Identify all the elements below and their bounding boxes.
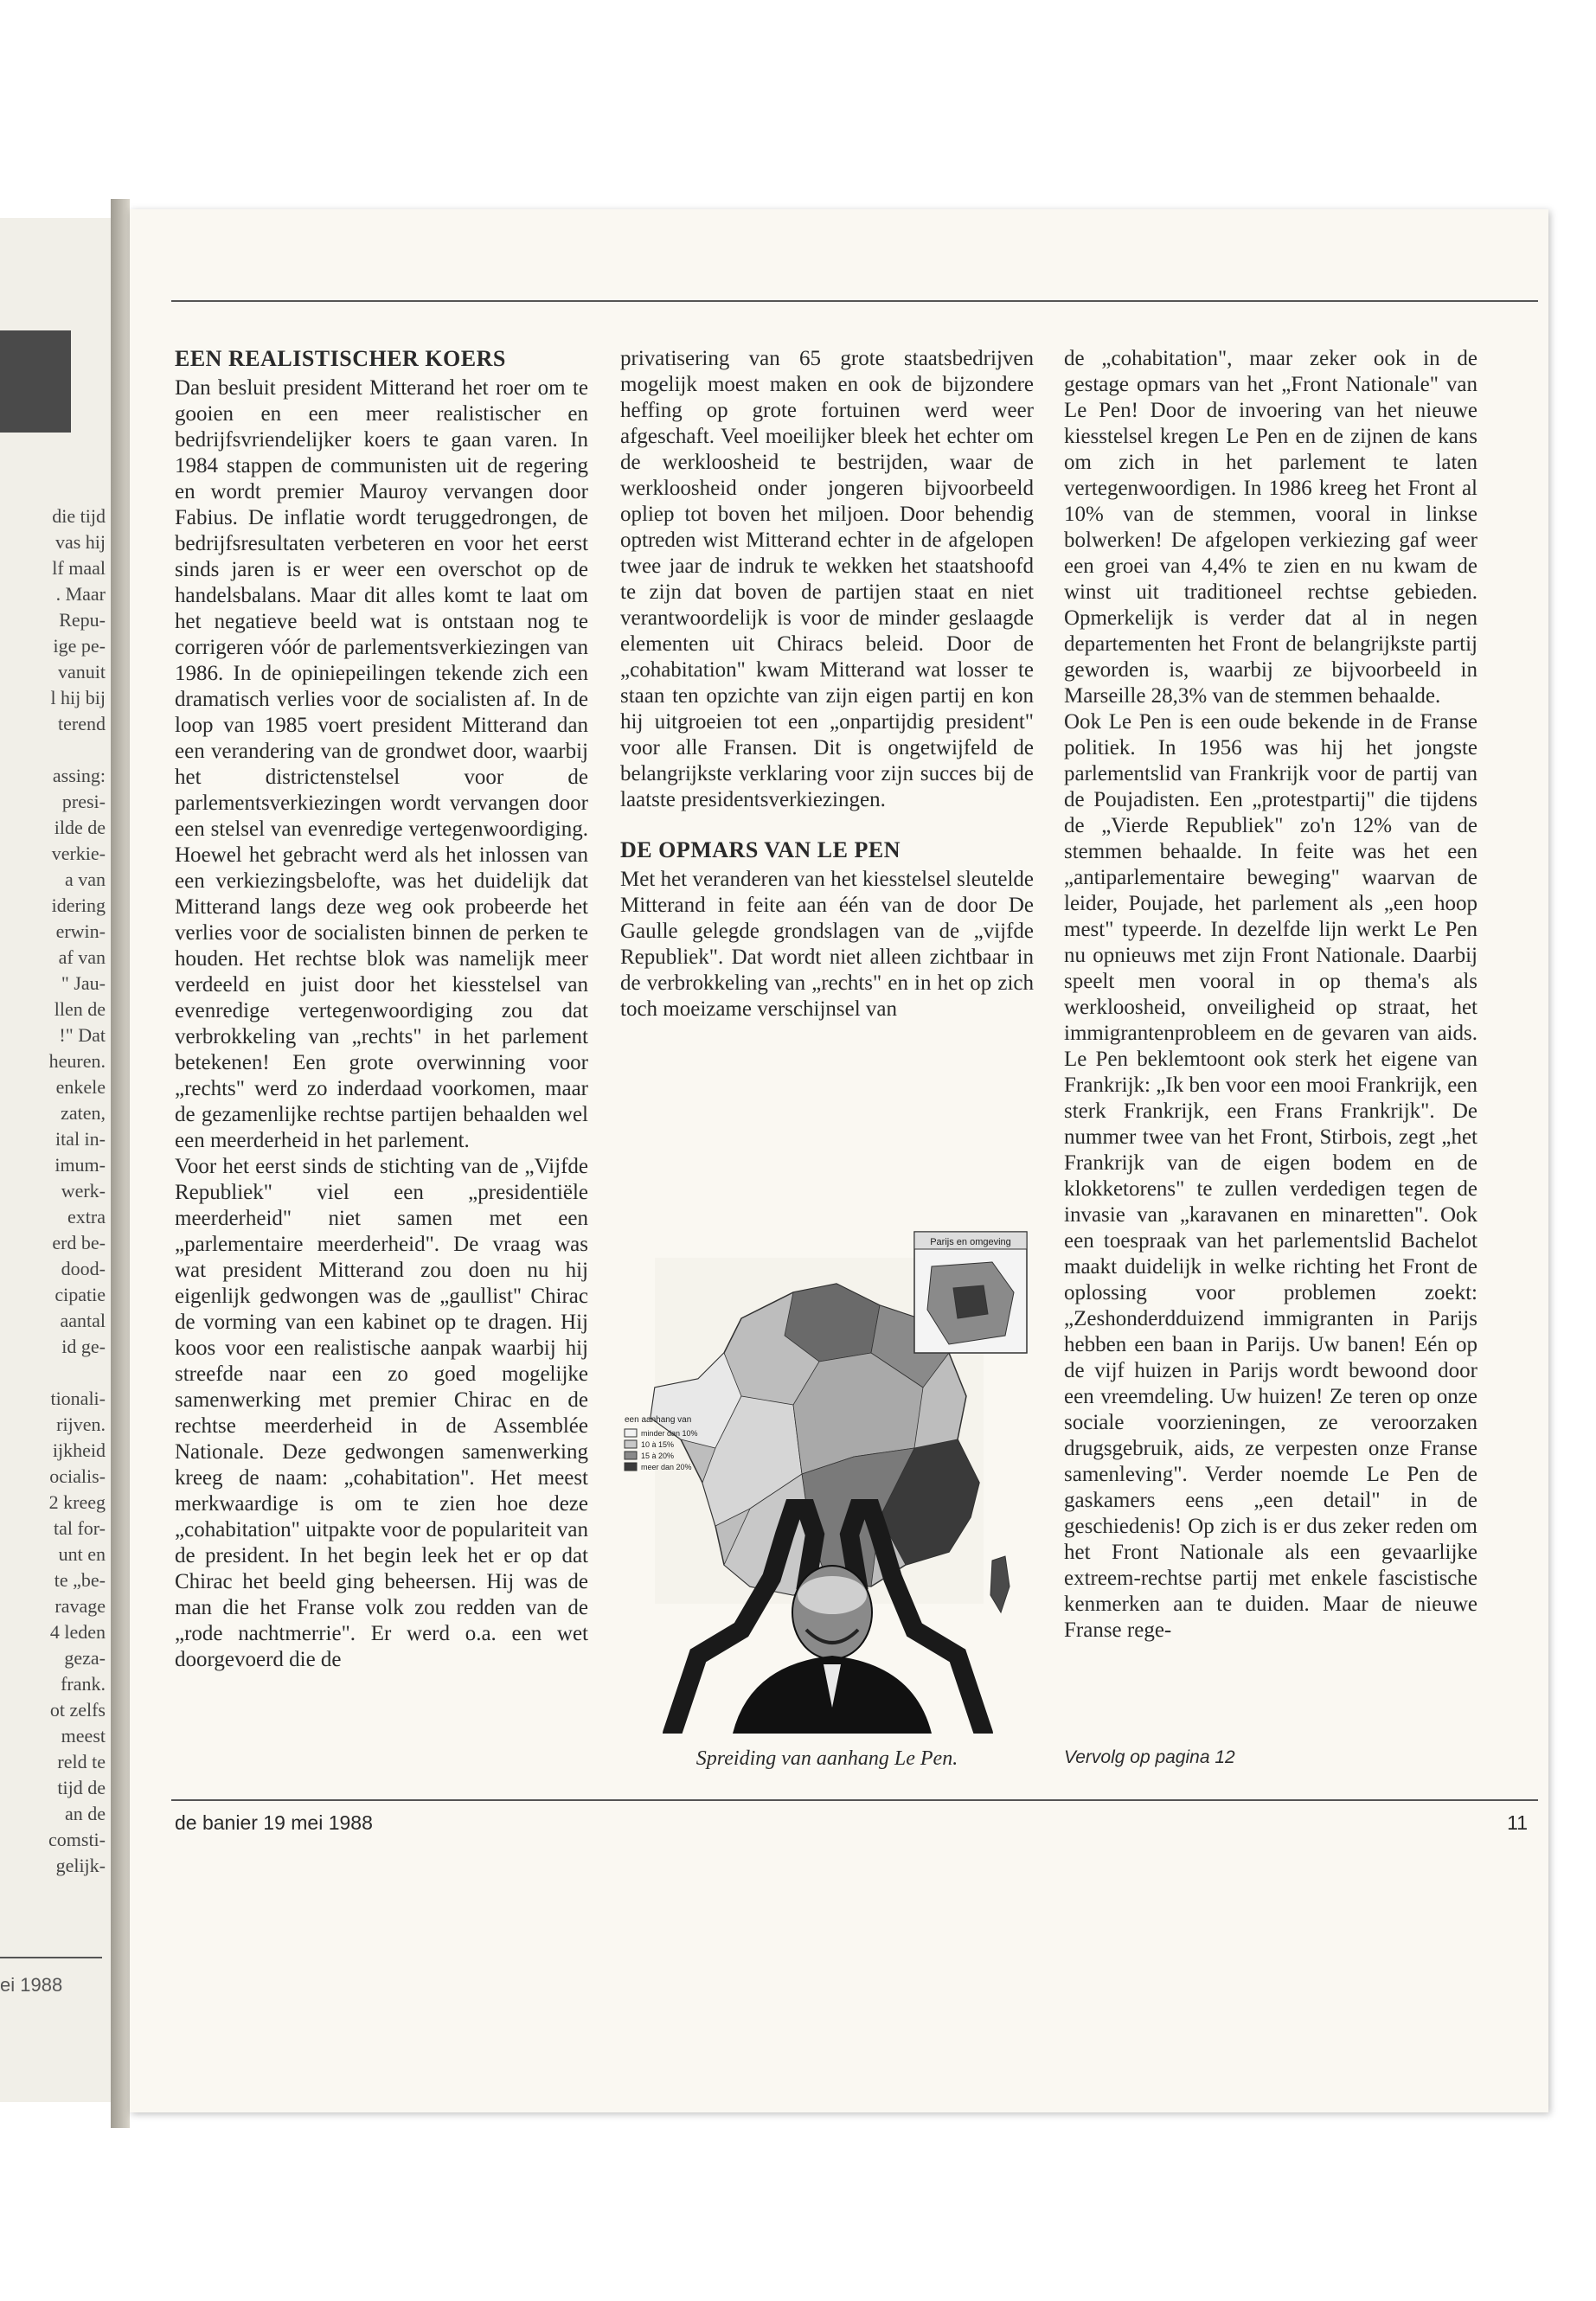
previous-page-fragment: aantal [60, 1310, 106, 1331]
previous-page-fragment: ocialis- [49, 1465, 106, 1487]
paragraph: Ook Le Pen is een oude bekende in de Franse politiek. In 1956 was hij het jongste parlementslid van Frankrijk voor de partij van de Poujadisten. Een „protestpartij" die tijdens de „Vierde Republiek" zo'n 12% van de stemmen behaalde. In feite was het een „antiparlementaire beweging" waarvan de leider, Poujade, het parlement als „een hoop mest" typeerde. In dezelfde lijn werkt Le Pen nu opnieuws met zijn Front Nationale. Daarbij speelt men vooral in op thema's als werkloosheid, onveiligheid op straat, het immigrantenprobleem en de gevaren van aids. Le Pen beklemtoont ook sterk het eigene van Frankrijk: „Ik ben voor een mooi Frankrijk, een sterk Frankrijk, een Frans Frankrijk". De nummer twee van het Front, Stirbois, zegt „het Frankrijk van de eigen bodem en de klokketorens" te zullen verdedigen tegen de invasie van „karavanen en minaretten". Ook een toespraak van het parlementslid Bachelot maakt duidelijk in welke richting het Front de oplossing voor problemen zoekt: „Zeshonderdduizend immigranten in Parijs hebben een baan in Parijs. Uw banen! Eén op de vijf huizen in Parijs wordt bewoond door een vreemdeling. Uw huizen! Ze teren op onze sociale voorzieningen, ze veroorzaken drugsgebruik, aids, ze verpesten onze Franse samenleving". Verder noemde Le Pen de gaskamers eens „een detail" in de geschiedenis! Op zich is er dus zeker reden om het Front Nationale als een gevaarlijke extreem-rechtse partij met enkele fascistische kenmerken aan te duiden. Maar de nieuwe Franse rege- [1064, 710, 1477, 1642]
le-pen-map-figure [620, 1223, 1034, 1734]
paragraph: privatisering van 65 grote staatsbedrijven mogelijk moest maken en ook de bijzondere heffing op grote fortuinen werd weer afgeschaft. Veel moeilijker bleek het echter om de werkloosheid te bestrijden, waar de werkloosheid onder jongeren bijvoorbeeld opliep tot boven het miljoen. Door behendig optreden wist Mitterand echter in de afgelopen twee jaar de indruk te wekken het staatshoofd te zijn dat boven de partijen staat en niet verantwoordelijk is voor de minder geslaagde elementen uit Chiracs beleid. Door de „cohabitation" kwam Mitterand wat losser te staan ten opzichte van zijn eigen partij en kon hij uitgroeien tot een „onpartijdig president" voor alle Fransen. Dit is ongetwijfeld de belangrijkste verklaring voor zijn succes bij de laatste presidentsverkiezingen. [620, 347, 1034, 811]
top-rule [171, 300, 1538, 302]
previous-page-fragment: ot zelfs [49, 1699, 106, 1721]
svg-text:10 à 15%: 10 à 15% [641, 1440, 675, 1449]
publication-footer: de banier 19 mei 1988 [175, 1811, 373, 1834]
previous-page-fragment: a van [64, 868, 106, 890]
previous-page-fragment: vas hij [54, 531, 106, 553]
previous-page-fragment: geza- [64, 1647, 106, 1669]
previous-page-fragment: gelijk- [55, 1855, 106, 1876]
previous-page-fragment: presi- [61, 791, 106, 812]
map-photo-illustration [620, 1223, 1034, 1734]
column-1 [175, 346, 588, 1673]
previous-page-fragment: ijkheid [52, 1439, 106, 1461]
paragraph: de „cohabitation", maar zeker ook in de gestage opmars van het „Front Nationale" van Le Pen! Door de invoering van het nieuwe kiesstelsel kregen Le Pen en de zijnen de kans om zich in het parlement te laten vertegenwoordigen. In 1986 kreeg het Front al 10% van de stemmen, vooral in linkse bolwerken! De afgelopen verkiezing gaf weer een groei van 4,4% te zien en nu kwam de winst uit traditioneel rechtse gebieden. Opmerkelijk is verder dat al in negen departementen het Front de belangrijkste partij geworden is, waarbij ze bijvoorbeeld in Marseille 28,3% van de stemmen behaalde. [1064, 347, 1477, 708]
previous-page-fragment: 4 leden [49, 1621, 106, 1643]
previous-page-fragment: cipatie [54, 1284, 106, 1305]
previous-page-fragment: unt en [58, 1543, 106, 1565]
previous-page-fragment: tal for- [53, 1517, 106, 1539]
previous-page-fragment: 2 kreeg [48, 1491, 106, 1513]
previous-page-fragment: te „be- [54, 1569, 106, 1591]
previous-page-footer: ei 1988 [0, 1974, 63, 1996]
column-3 [1064, 346, 1477, 1644]
previous-page-fragment: assing: [52, 765, 106, 786]
paragraph: Dan besluit president Mitterand het roer om te gooien en een meer realistischer en bedrijfsvriendelijker koers te gaan varen. In 1984 stappen de communisten uit de regering en wordt premier Mauroy vervangen door Fabius. De inflatie wordt teruggedrongen, de bedrijfsresultaten verbeteren en voor het eerst sinds jaren is er weer een overschot op de handelsbalans. Maar dit alles komt te laat om het negatieve beeld wat is ontstaan nog te corrigeren vóór de parlementsverkiezingen van 1986. In de opiniepeilingen tekende zich een dramatisch verlies voor de socialisten af. In de loop van 1985 voert president Mitterand dan een verandering van de grondwet door, waarbij het districtenstelsel voor de parlementsverkiezingen wordt vervangen door een stelsel van evenredige vertegenwoordiging. Hoewel het gebracht werd als het inlossen van een verkiezingsbelofte, was het duidelijk dat Mitterand langs deze weg ook probeerde het verlies voor de socialisten binnen de perken te houden. Het rechtse blok was namelijk meer verdeeld en juist door het kiesstelsel van evenredige vertegenwoordiging zou dat verbrokkeling van „rechts" in het parlement betekenen! Een grote overwinning voor „rechts" werd zo inderdaad voorkomen, maar de gezamenlijke rechtse partijen behaalden wel een meerderheid in het parlement. [175, 376, 588, 1152]
svg-text:Parijs en omgeving: Parijs en omgeving [930, 1237, 1011, 1247]
previous-page-footer-rule [0, 1957, 102, 1958]
previous-page-fragment: id ge- [61, 1336, 106, 1357]
previous-page-fragment: idering [51, 894, 106, 916]
previous-page-fragment: tijd de [57, 1777, 106, 1798]
previous-page-fragment: !" Dat [59, 1024, 106, 1046]
heading-realistischer-koers: EEN REALISTISCHER KOERS [175, 346, 506, 371]
previous-page-fragment: " Jau- [61, 972, 106, 994]
previous-page-fragment: imum- [54, 1154, 106, 1176]
svg-text:minder dan 10%: minder dan 10% [641, 1429, 698, 1438]
previous-page-fragment: erwin- [55, 920, 106, 942]
previous-page-fragment: . Maar [55, 583, 106, 605]
magazine-page [130, 209, 1548, 2112]
previous-page-fragment: an de [64, 1803, 106, 1824]
figure-caption: Spreiding van aanhang Le Pen. [695, 1747, 958, 1770]
previous-page-fragment: ige pe- [53, 635, 106, 657]
continued-note: Vervolg op pagina 12 [1064, 1747, 1235, 1767]
paragraph: Met het veranderen van het kiesstelsel sleutelde Mitterand in feite aan één van de door De Gaulle gelegde grondslagen van de „vijfde Republiek". Dat wordt niet alleen zichtbaar in de verbrokkeling van „rechts" en in het op zich toch moeizame verschijnsel van [620, 868, 1034, 1021]
footer-rule [171, 1799, 1538, 1801]
previous-page-fragment: l hij bij [50, 687, 106, 708]
previous-page-fragment: die tijd [52, 505, 106, 527]
previous-page-fragment: enkele [55, 1076, 106, 1098]
previous-page-fragment: reld te [57, 1751, 106, 1772]
previous-page-fragment: meest [61, 1725, 106, 1747]
column-2 [620, 346, 1034, 1022]
previous-page-fragment: lf maal [52, 557, 106, 579]
previous-page-image-fragment [0, 330, 71, 433]
page-number: 11 [1507, 1811, 1528, 1834]
paragraph: Voor het eerst sinds de stichting van de „Vijfde Republiek" viel een „presidentiële meerderheid" niet samen met een „parlementaire meerderheid". De vraag was wat president Mitterand zou doen nu hij eigenlijk gedwongen was de „gaullist" Chirac de vorming van een kabinet op te dragen. Hij koos voor een realistische aanpak waarbij hij streefde naar een zo goed mogelijke samenwerking met premier Chirac en de rechtse meerderheid in de Assemblée Nationale. Deze gedwongen samenwerking kreeg de naam: „cohabitation". Het meest merkwaardige is om te zien hoe deze „cohabitation" uitpakte voor de populariteit van de president. In het begin leek het er op dat Chirac het beeld ging beheersen. Hij was de man die het Franse volk zou redden van de „rode nachtmerrie". Er werd o.a. een wet doorgevoerd die de [175, 1155, 588, 1671]
page-gutter [111, 199, 130, 2128]
paris-inset [914, 1232, 1027, 1353]
previous-page-fragment: verkie- [51, 843, 106, 864]
svg-text:een aanhang van: een aanhang van [625, 1415, 692, 1425]
previous-page-fragment: extra [67, 1206, 106, 1227]
previous-page-fragment: ilde de [54, 817, 106, 838]
previous-page-fragment: terend [58, 713, 106, 734]
previous-page-fragment: erd be- [52, 1232, 106, 1253]
previous-page-fragment: heuren. [48, 1050, 106, 1072]
previous-page-fragment: llen de [54, 998, 106, 1020]
previous-page-fragment: dood- [61, 1258, 106, 1279]
previous-page-fragment: ital in- [54, 1128, 106, 1150]
previous-page-fragment: tionali- [50, 1388, 106, 1409]
previous-page-edge [0, 218, 112, 2102]
previous-page-fragment: Repu- [59, 609, 106, 631]
previous-page-fragment: werk- [61, 1180, 106, 1202]
previous-page-fragment: ravage [54, 1595, 106, 1617]
previous-page-fragment: vanuit [58, 661, 106, 683]
previous-page-fragment: zaten, [61, 1102, 106, 1124]
svg-text:meer dan 20%: meer dan 20% [641, 1463, 692, 1471]
heading-opmars-le-pen: DE OPMARS VAN LE PEN [620, 837, 901, 862]
previous-page-fragment: af van [58, 946, 106, 968]
previous-page-fragment: rijven. [56, 1413, 106, 1435]
svg-text:15 à 20%: 15 à 20% [641, 1452, 675, 1460]
previous-page-fragment: comsti- [48, 1829, 106, 1850]
previous-page-fragment: frank. [61, 1673, 106, 1695]
